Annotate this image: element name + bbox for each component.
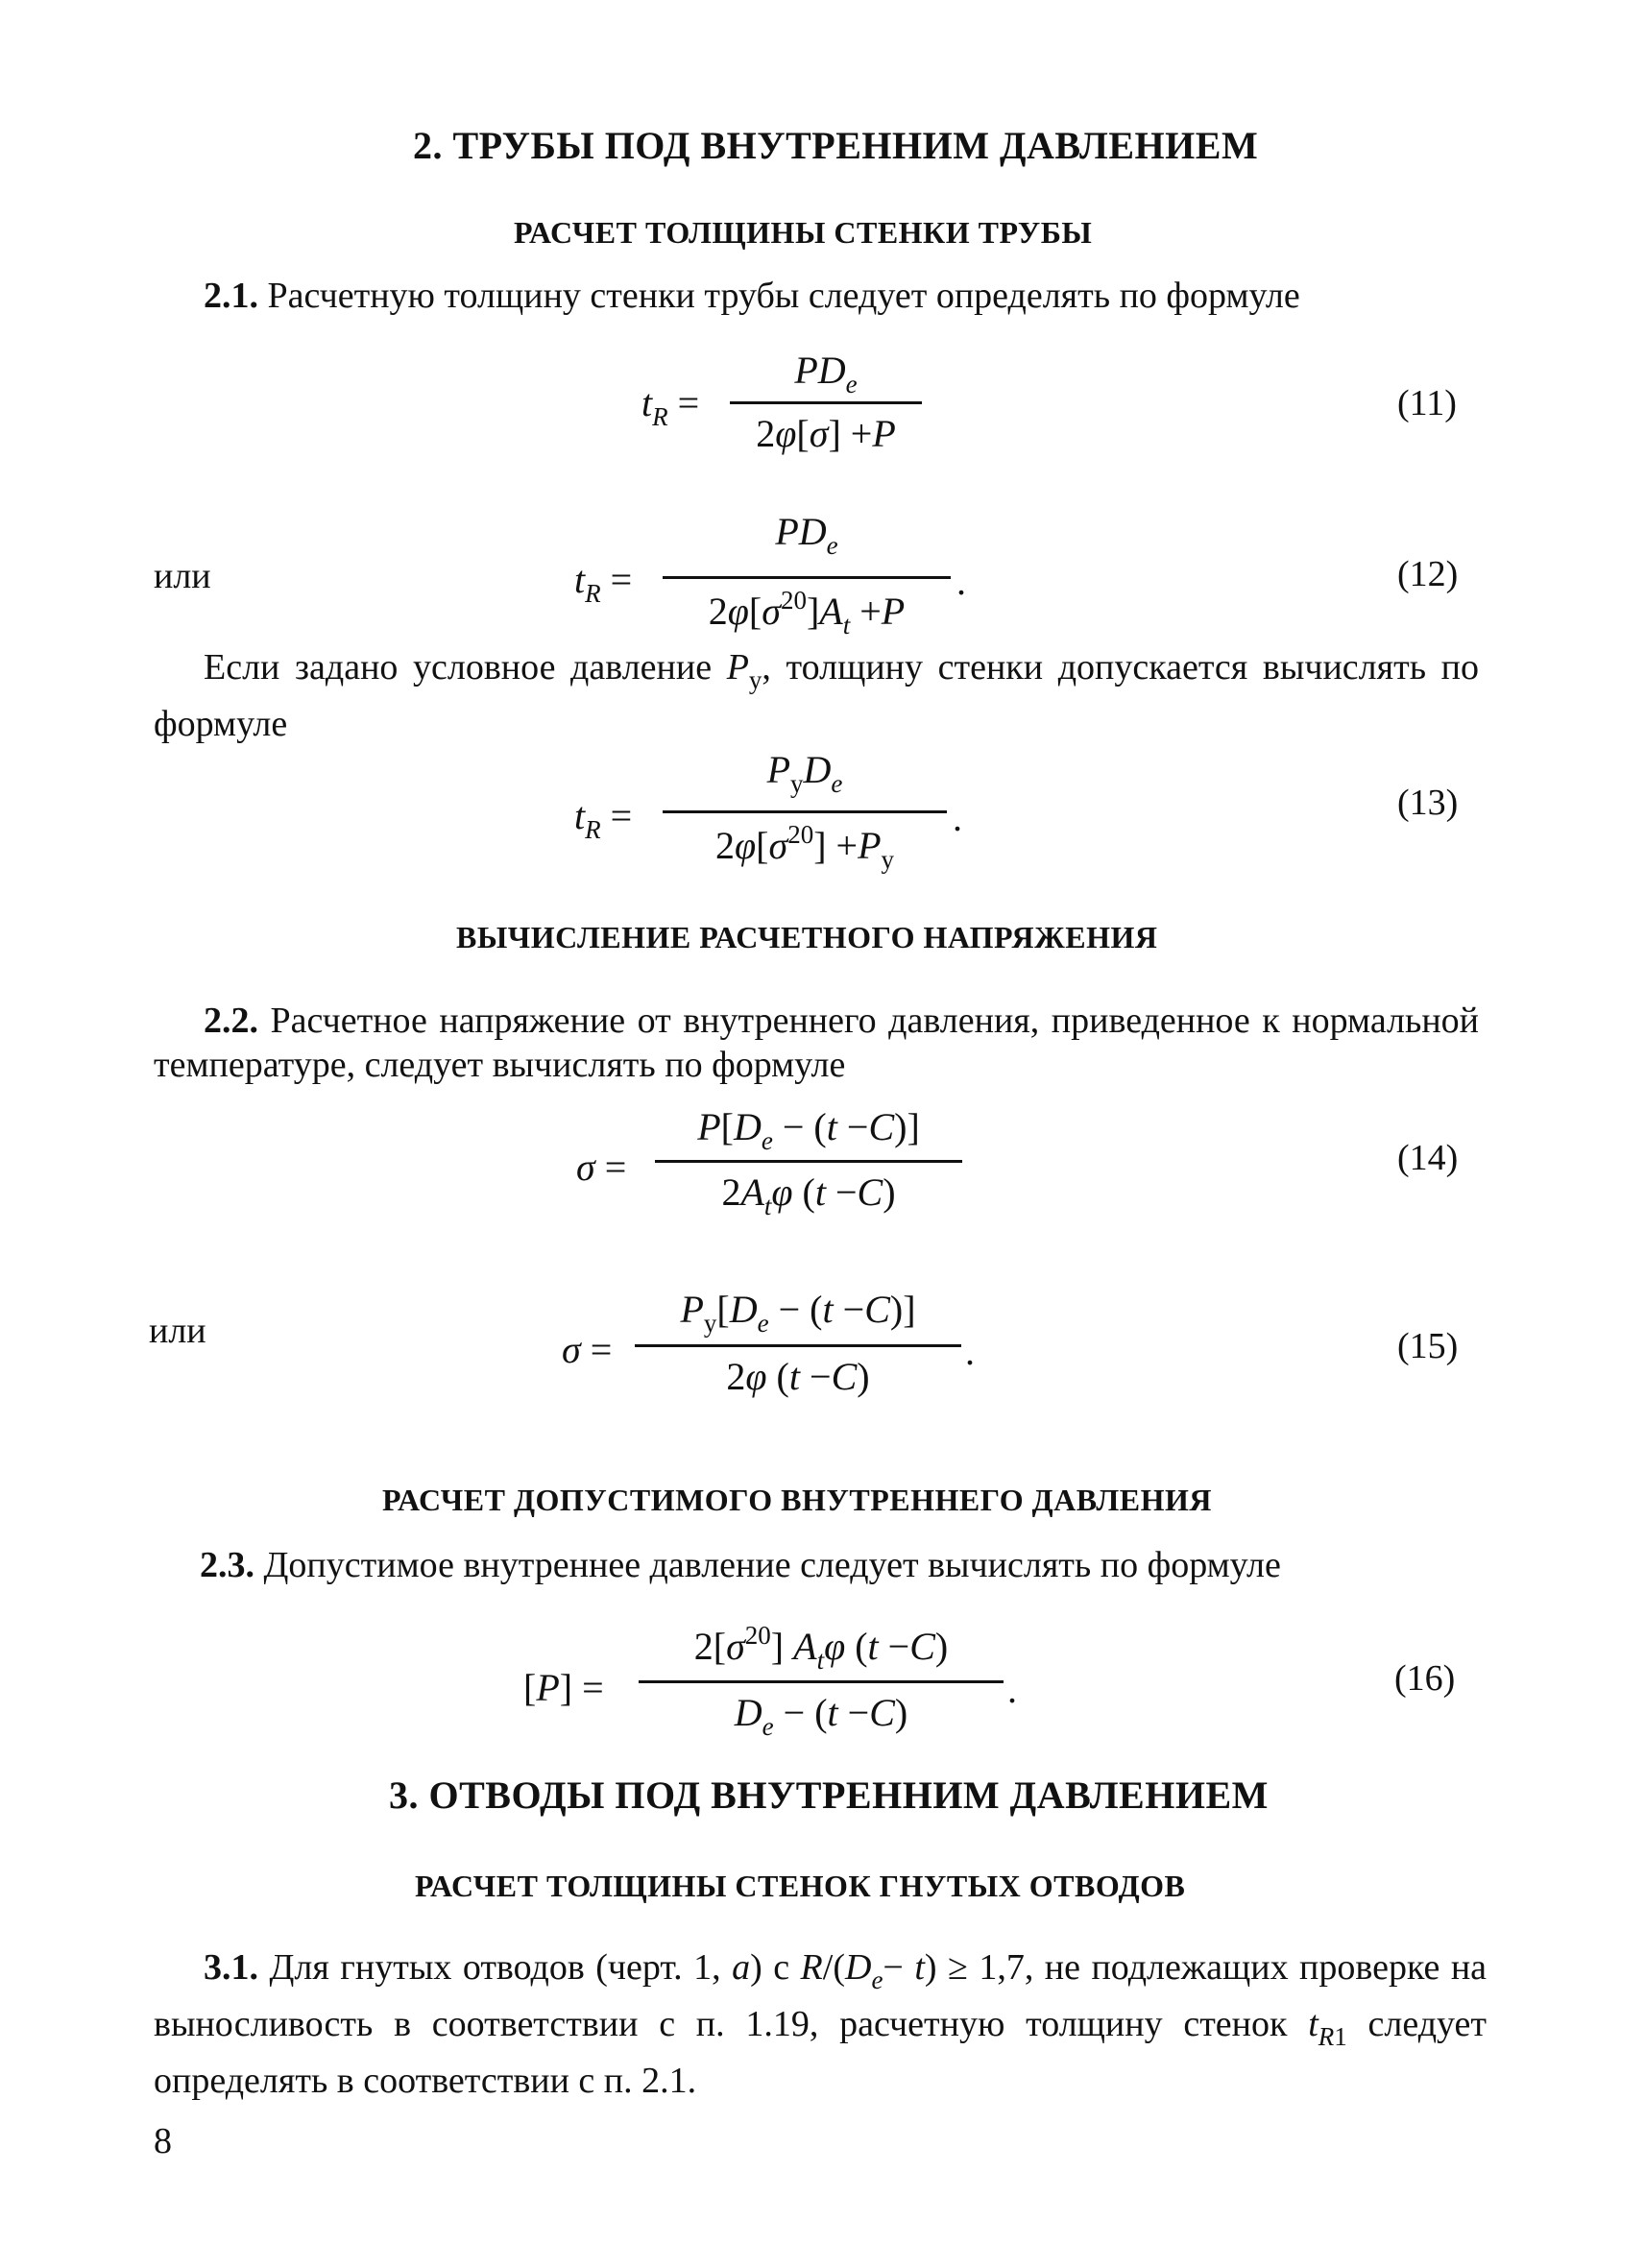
fraction-bar [639, 1680, 1004, 1683]
fraction [730, 348, 922, 463]
formula-13: $t_R$ = $P_yD_e$ $2\varphi[\sigma^{20}] +P_y$ . [574, 748, 962, 874]
formula-11 [641, 348, 930, 463]
numerator: $2[\sigma^{20}]$ $A_t\varphi$ (t −C) [693, 1621, 949, 1675]
subsection-bent-elbows-title: РАСЧЕТ ТОЛЩИНЫ СТЕНОК ГНУТЫХ ОТВОДОВ [415, 1869, 1186, 1903]
paragraph-2-2 [154, 999, 1479, 1087]
numerator: $PD_e$ [794, 349, 858, 398]
paragraph-3-1: 3.1. Для гнутых отводов (черт. 1, а) с $R/(D_e- t) \ge 1,7$, не подлежащих проверке на выносливость в соответствии с п. 1.19, расчетную толщину стенок $t_{R1}$ следует определять в соответствии с п. 2.1. [154, 1947, 1488, 2101]
fraction-bar [663, 810, 947, 813]
paragraph-number: 2.3. [200, 1545, 254, 1585]
fraction [635, 1287, 961, 1411]
formula-16: [P] = $2[\sigma^{20}]$ $A_t\varphi$ (t −C) $D_e - (t -C)$ . [523, 1621, 1061, 1746]
fraction [655, 1104, 962, 1229]
formula-lhs: $t_R$ = [574, 794, 633, 844]
paragraph-text: Расчетное напряжение от внутреннего давления, приведенное к нормальной температуре, следует вычислять по формуле [154, 1001, 1479, 1085]
denominator: 2φ[σ] +P [756, 412, 896, 455]
equation-number: (11) [1397, 383, 1457, 423]
paragraph-text: Допустимое внутреннее давление следует вычислять по формуле [263, 1545, 1281, 1585]
paragraph-text: Расчетную толщину стенки трубы следует определять по формуле [267, 276, 1300, 316]
equation-number: (16) [1394, 1658, 1456, 1699]
subsection-wall-thickness-title: РАСЧЕТ ТОЛЩИНЫ СТЕНКИ ТРУБЫ [514, 215, 1093, 250]
denominator: $D_e - (t -C)$ [734, 1691, 908, 1741]
denominator: 2φ (t −C) [726, 1355, 870, 1398]
formula-lhs: $t_R$ = [574, 558, 633, 608]
denominator: $2\varphi[\sigma^{20}] +P_y$ [714, 820, 895, 874]
denominator: $2A_t\varphi$ (t −C) [721, 1170, 896, 1220]
paragraph-number: 2.2. [204, 1001, 258, 1041]
equation-number: (14) [1397, 1138, 1459, 1178]
formula-15: σ = $P_y[D_e - (t -C)]$ 2φ (t −C) . [562, 1287, 1004, 1411]
paragraph-number: 2.1. [204, 276, 258, 316]
numerator: $P_y[D_e - (t -C)]$ [680, 1288, 916, 1338]
formula-lhs: σ = [562, 1328, 613, 1371]
section-2-title: 2. ТРУБЫ ПОД ВНУТРЕННИМ ДАВЛЕНИЕМ [413, 124, 1259, 167]
numerator: $P[D_e - (t -C)]$ [697, 1105, 920, 1155]
fraction [639, 1621, 1004, 1746]
denominator: $2\varphi[\sigma^{20}]A_t +P$ [708, 586, 906, 639]
fraction [663, 509, 951, 639]
subsection-allowable-pressure-title: РАСЧЕТ ДОПУСТИМОГО ВНУТРЕННЕГО ДАВЛЕНИЯ [382, 1483, 1212, 1517]
fraction-bar [655, 1160, 962, 1163]
formula-14 [576, 1104, 980, 1229]
paragraph-2-1 [204, 275, 1300, 317]
paragraph-nominal-pressure: Если задано условное давление $P_y$, толщину стенки допускается вычислять по формуле [154, 647, 1479, 744]
numerator: $PD_e$ [775, 510, 838, 560]
fraction-bar [730, 401, 922, 404]
fraction-bar [663, 576, 951, 579]
subsection-stress-title: ВЫЧИСЛЕНИЕ РАСЧЕТНОГО НАПРЯЖЕНИЯ [456, 920, 1158, 954]
page-number: 8 [154, 2121, 172, 2161]
or-label: или [154, 556, 211, 596]
fraction [663, 747, 947, 872]
equation-number: (13) [1397, 783, 1459, 823]
paragraph-number: 3.1. [204, 1947, 258, 1988]
formula-12: $t_R$ = $PD_e$ $2\varphi[\sigma^{20}]A_t +P$ . [574, 510, 966, 639]
formula-lhs: σ = [576, 1146, 627, 1189]
or-label: или [149, 1311, 206, 1351]
formula-lhs: [P] = [523, 1666, 604, 1709]
equation-number: (15) [1397, 1326, 1459, 1366]
paragraph-2-3 [200, 1544, 1281, 1586]
numerator: $P_yD_e$ [766, 748, 843, 798]
formula-lhs: $t_R$ = [641, 381, 700, 431]
fraction-bar [635, 1344, 961, 1347]
section-3-title: 3. ОТВОДЫ ПОД ВНУТРЕННИМ ДАВЛЕНИЕМ [389, 1773, 1269, 1817]
equation-number: (12) [1397, 554, 1459, 594]
